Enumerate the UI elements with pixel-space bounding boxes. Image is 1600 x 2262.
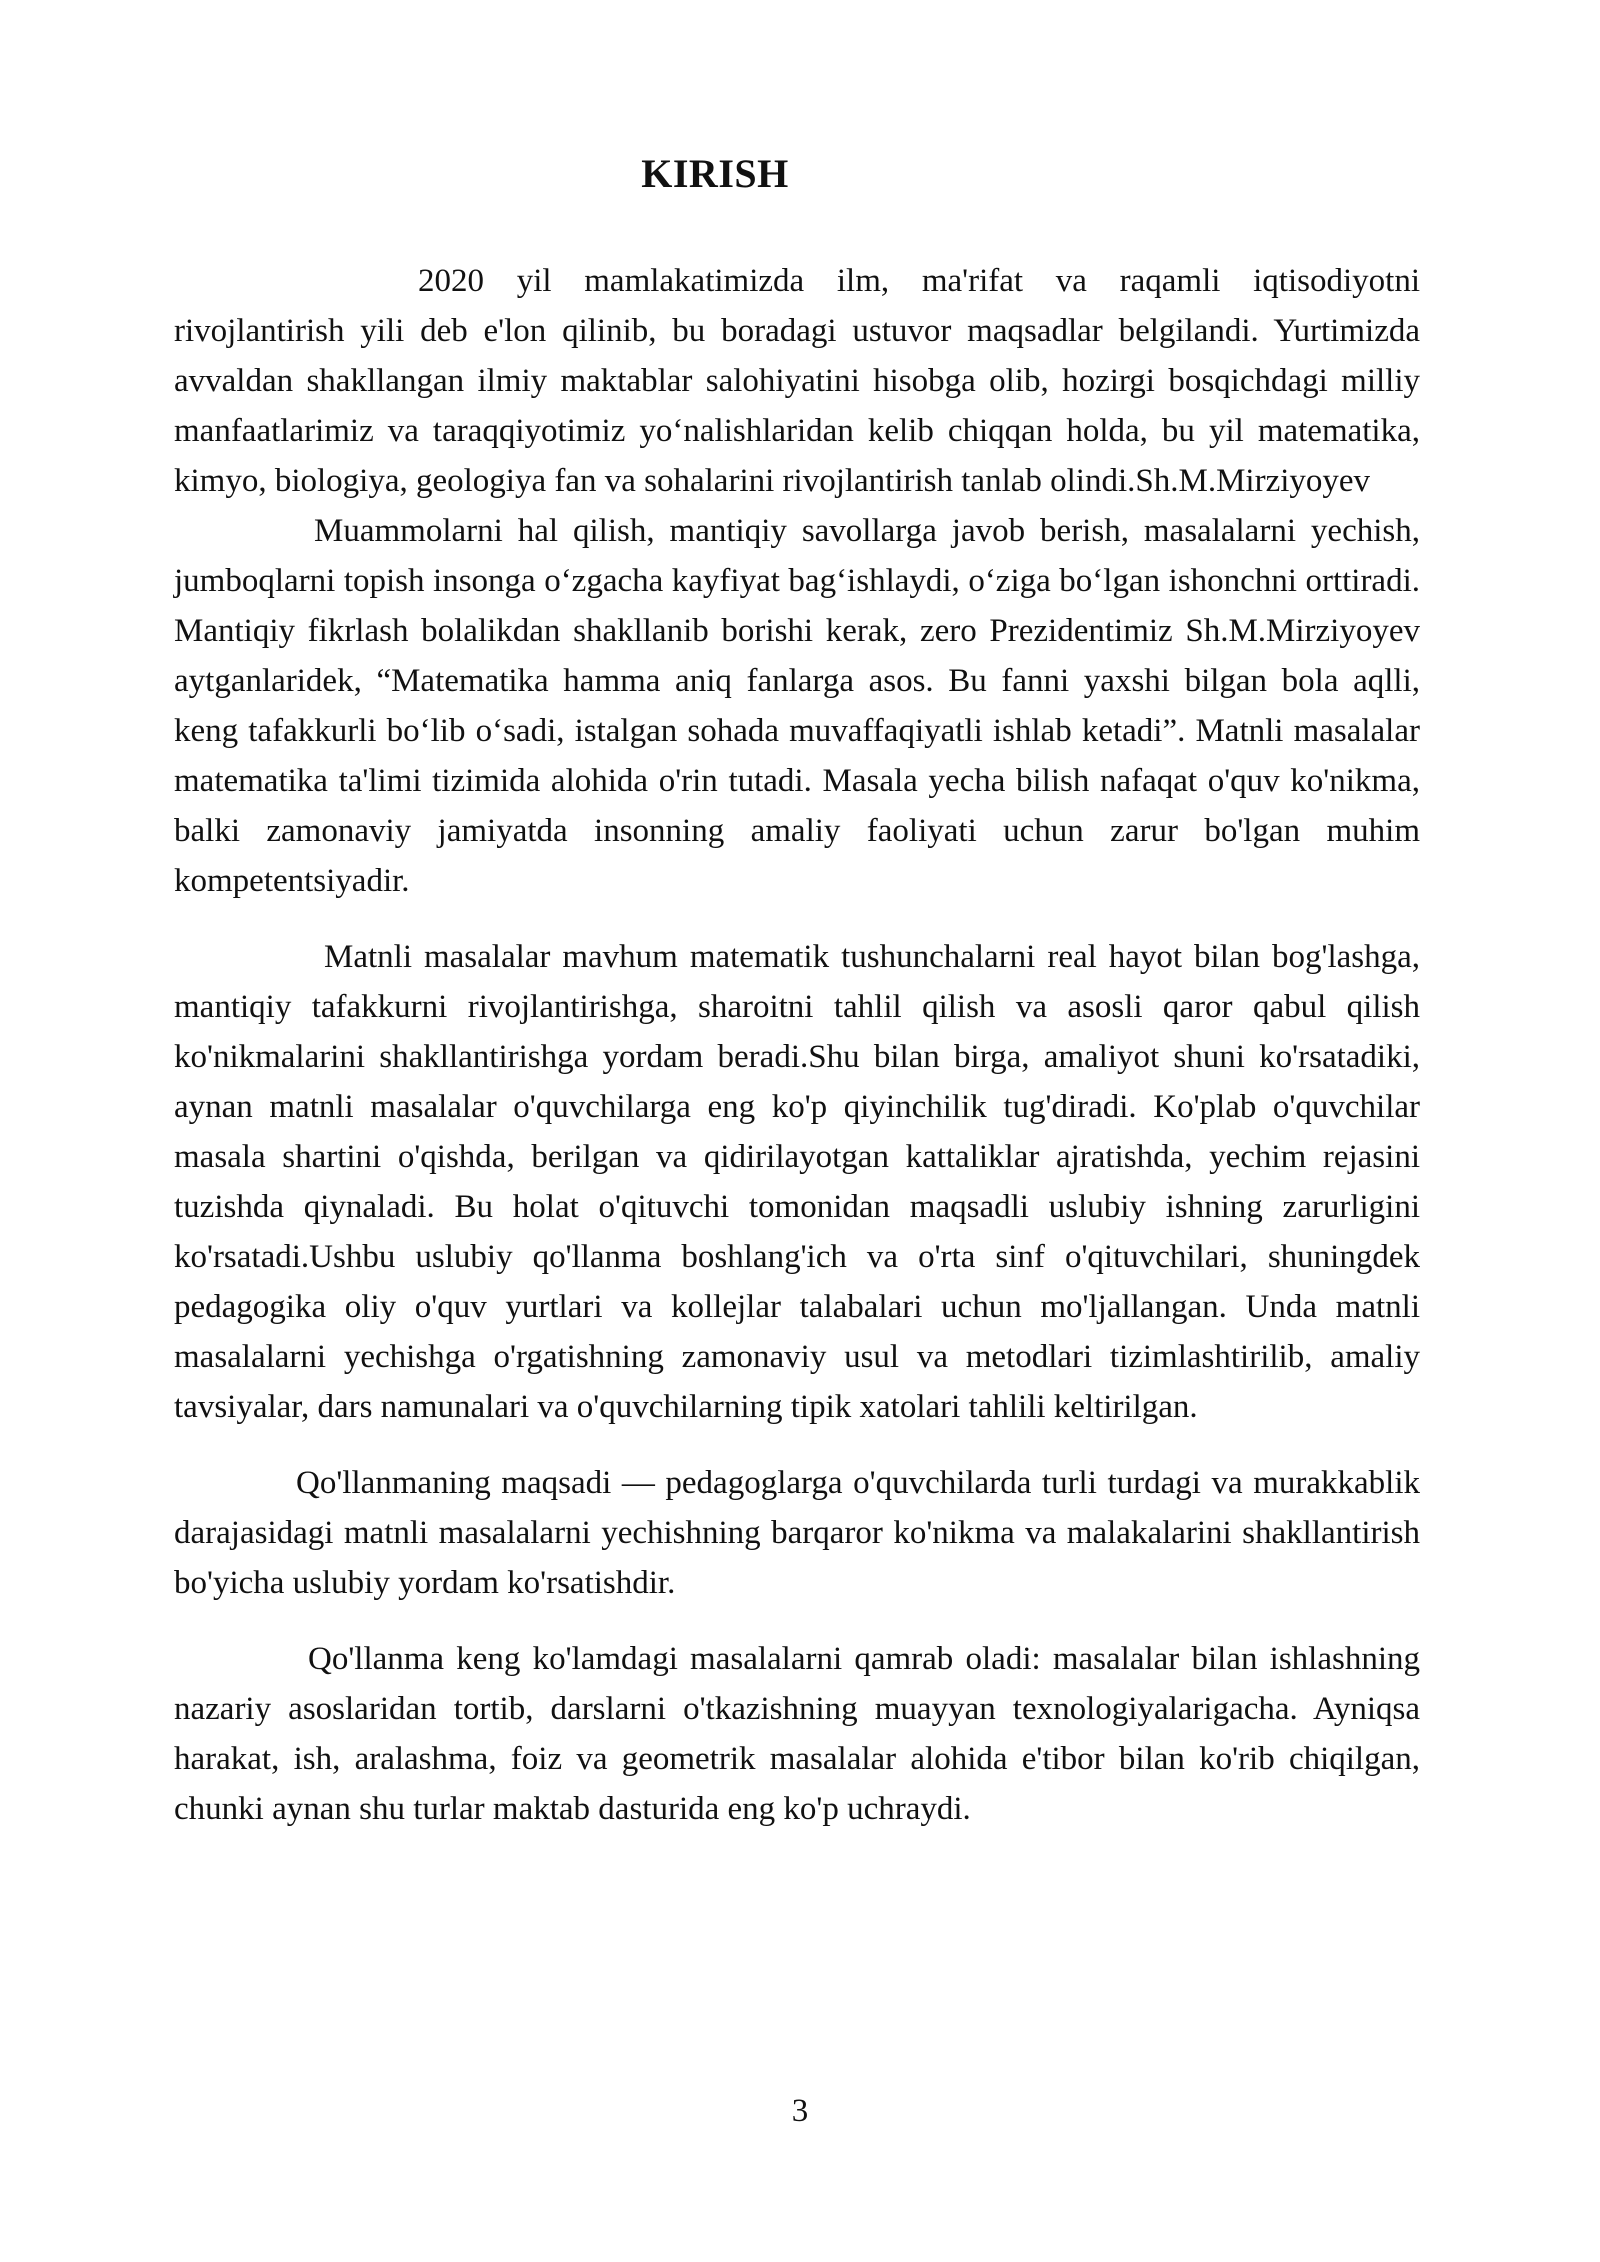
paragraph-2: Muammolarni hal qilish, mantiqiy savollarga javob berish, masalalarni yechish, jumboqlarni topish insonga o‘zgacha kayfiyat bag‘ishlaydi, o‘ziga bo‘lgan ishonchni orttiradi. Mantiqiy fikrlash bolalikdan shakllanib borishi kerak, zero Prezidentimiz Sh.M.Mirziyoyev aytganlaridek, “Matematika hamma aniq fanlarga asos. Bu fanni yaxshi bilgan bola aqlli, keng tafakkurli bo‘lib o‘sadi, istalgan sohada muvaffaqiyatli ishlab ketadi”. Matnli masalalar matematika ta'limi tizimida alohida o'rin tutadi. Masala yecha bilish nafaqat o'quv ko'nikma, balki zamonaviy jamiyatda insonning amaliy faoliyati uchun zarur bo'lgan muhim kompetentsiyadir. [174,513,1420,899]
paragraph-3: Matnli masalalar mavhum matematik tushunchalarni real hayot bilan bog'lashga, mantiqiy tafakkurni rivojlantirishga, sharoitni tahlil qilish va asosli qaror qabul qilish ko'nikmalarini shakllantirishga yordam beradi.Shu bilan birga, amaliyot shuni ko'rsatadiki, aynan matnli masalalar o'quvchilarga eng ko'p qiyinchilik tug'diradi. Ko'plab o'quvchilar masala shartini o'qishda, berilgan va qidirilayotgan kattaliklar ajratishda, yechim rejasini tuzishda qiynaladi. Bu holat o'qituvchi tomonidan maqsadli uslubiy ishning zarurligini ko'rsatadi.Ushbu uslubiy qo'llanma boshlang'ich va o'rta sinf o'qituvchilari, shuningdek pedagogika oliy o'quv yurtlari va kollejlar talabalari uchun mo'ljallangan. Unda matnli masalalarni yechishga o'rgatishning zamonaviy usul va metodlari tizimlashtirilib, amaliy tavsiyalar, dars namunalari va o'quvchilarning tipik xatolari tahlili keltirilgan. [174,939,1420,1425]
paragraph-4: Qo'llanmaning maqsadi — pedagoglarga o'quvchilarda turli turdagi va murakkablik darajasidagi matnli masalalarni yechishning barqaror ko'nikma va malakalarini shakllantirish bo'yicha uslubiy yordam ko'rsatishdir. [174,1465,1420,1601]
body-text [174,256,1420,1834]
page-number: 3 [791,2093,809,2129]
paragraph-1: 2020 yil mamlakatimizda ilm, ma'rifat va raqamli iqtisodiyotni rivojlantirish yili deb e'lon qilinib, bu boradagi ustuvor maqsadlar belgilandi. Yurtimizda avvaldan shakllangan ilmiy maktablar salohiyatini hisobga olib, hozirgi bosqichdagi milliy manfaatlarimiz va taraqqiyotimiz yo‘nalishlaridan kelib chiqqan holda, bu yil matematika, kimyo, biologiya, geologiya fan va sohalarini rivojlantirish tanlab olindi.Sh.M.Mirziyoyev [174,263,1420,499]
page-title: KIRISH [641,151,789,196]
paragraph-5: Qo'llanma keng ko'lamdagi masalalarni qamrab oladi: masalalar bilan ishlashning nazariy asoslaridan tortib, darslarni o'tkazishning muayyan texnologiyalarigacha. Ayniqsa harakat, ish, aralashma, foiz va geometrik masalalar alohida e'tibor bilan ko'rib chiqilgan, chunki aynan shu turlar maktab dasturida eng ko'p uchraydi. [174,1641,1420,1827]
